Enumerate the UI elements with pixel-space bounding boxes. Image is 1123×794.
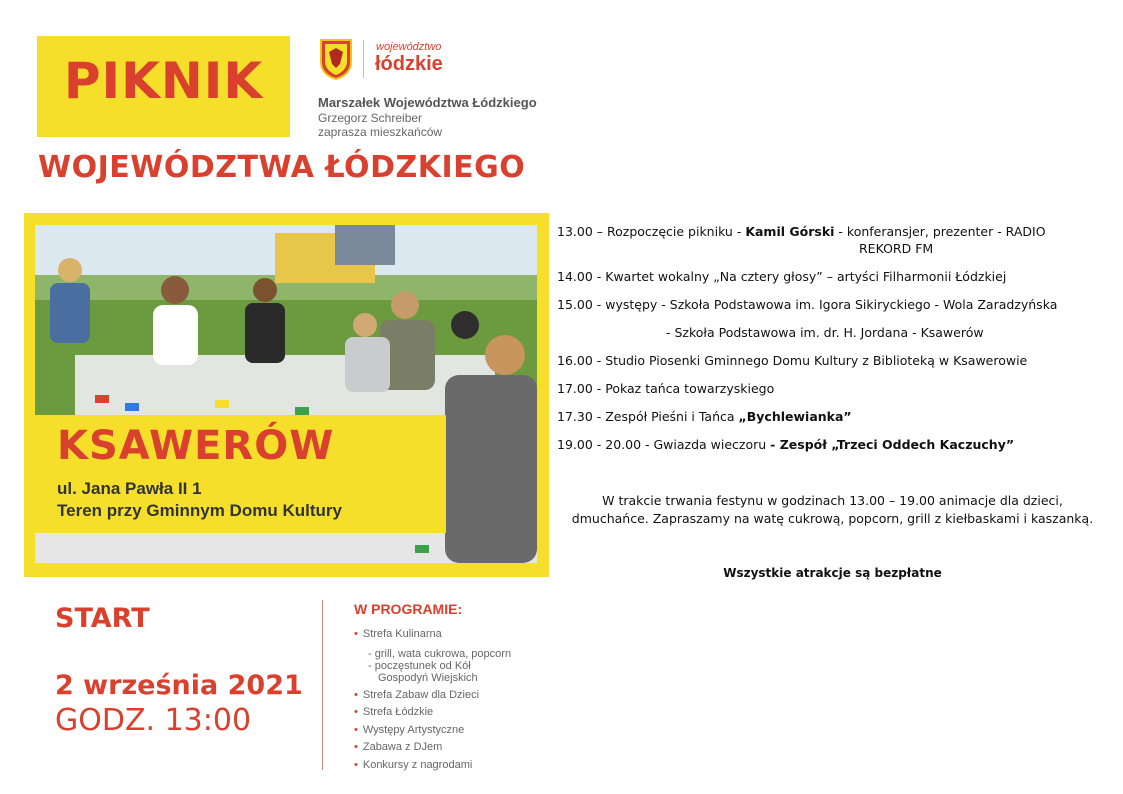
coat-of-arms-icon bbox=[319, 38, 353, 80]
logo-wordmark: łódzkie bbox=[375, 53, 443, 75]
info-note-line-1: W trakcie trwania festynu w godzinach 13.00 – 19.00 animacje dla dzieci, bbox=[602, 493, 1063, 508]
sponsor-title: Marszałek Województwa Łódzkiego bbox=[318, 95, 537, 110]
logo-subtext: województwo bbox=[376, 41, 442, 53]
schedule-line-5: 16.00 - Studio Piosenki Gminnego Domu Kultury z Biblioteką w Ksawerowie bbox=[557, 353, 1028, 368]
schedule-line-8: 19.00 - 20.00 - Gwiazda wieczoru - Zespół „Trzeci Oddech Kaczuchy” bbox=[557, 437, 1015, 452]
list-subitem: Gospodyń Wiejskich bbox=[378, 671, 478, 684]
schedule-line-4: - Szkoła Podstawowa im. dr. H. Jordana - Ksawerów bbox=[666, 325, 984, 340]
sponsor-invite: zaprasza mieszkańców bbox=[318, 125, 443, 139]
logo-divider bbox=[363, 40, 364, 78]
list-item: • Występy Artystyczne bbox=[354, 723, 465, 736]
bullet-icon: • bbox=[354, 723, 358, 736]
schedule-line-6: 17.00 - Pokaz tańca towarzyskiego bbox=[557, 381, 775, 396]
section-divider bbox=[322, 600, 323, 770]
schedule-line-3: 15.00 - występy - Szkoła Podstawowa im. Igora Sikiryckiego - Wola Zaradzyńska bbox=[557, 297, 1058, 312]
info-note-line-2: dmuchańce. Zapraszamy na watę cukrową, popcorn, grill z kiełbaskami i kaszanką. bbox=[571, 511, 1094, 526]
bullet-icon: • bbox=[354, 758, 358, 771]
bullet-icon: • bbox=[354, 628, 358, 640]
schedule-line-1-cont: REKORD FM bbox=[859, 241, 934, 256]
sponsor-name: Grzegorz Schreiber bbox=[318, 111, 423, 125]
event-date: 2 września 2021 bbox=[55, 670, 303, 701]
location-address: ul. Jana Pawła II 1 bbox=[57, 479, 202, 498]
event-time: GODZ. 13:00 bbox=[55, 703, 252, 738]
poster-subtitle: WOJEWÓDZTWA ŁÓDZKIEGO bbox=[38, 150, 526, 185]
program-title: W PROGRAMIE: bbox=[354, 601, 463, 617]
list-subitem: - poczęstunek od Kół bbox=[368, 659, 471, 672]
schedule-line-7: 17.30 - Zespół Pieśni i Tańca „Bychlewianka” bbox=[557, 409, 852, 424]
poster-title: PIKNIK bbox=[63, 52, 264, 110]
bullet-icon: • bbox=[354, 706, 358, 718]
schedule-line-1: 13.00 – Rozpoczęcie pikniku - Kamil Górski - konferansjer, prezenter - RADIO bbox=[557, 224, 1046, 239]
list-item: • Konkursy z nagrodami bbox=[354, 758, 473, 771]
list-item: • Zabawa z DJem bbox=[354, 741, 443, 753]
list-item: • Strefa Łódzkie bbox=[354, 706, 434, 718]
list-item: • Strefa Zabaw dla Dzieci bbox=[354, 688, 480, 701]
location-venue: Teren przy Gminnym Domu Kultury bbox=[57, 501, 342, 520]
start-label: START bbox=[55, 603, 150, 634]
free-admission-note: Wszystkie atrakcje są bezpłatne bbox=[723, 566, 942, 580]
location-name: KSAWERÓW bbox=[57, 423, 335, 469]
schedule-line-2: 14.00 - Kwartet wokalny „Na cztery głosy” – artyści Filharmonii Łódzkiej bbox=[557, 269, 1007, 284]
program-list bbox=[354, 626, 554, 774]
bullet-icon: • bbox=[354, 741, 358, 753]
list-item: • Strefa Kulinarna bbox=[354, 628, 442, 640]
bullet-icon: • bbox=[354, 688, 358, 701]
list-subitem: - grill, wata cukrowa, popcorn bbox=[368, 647, 512, 660]
